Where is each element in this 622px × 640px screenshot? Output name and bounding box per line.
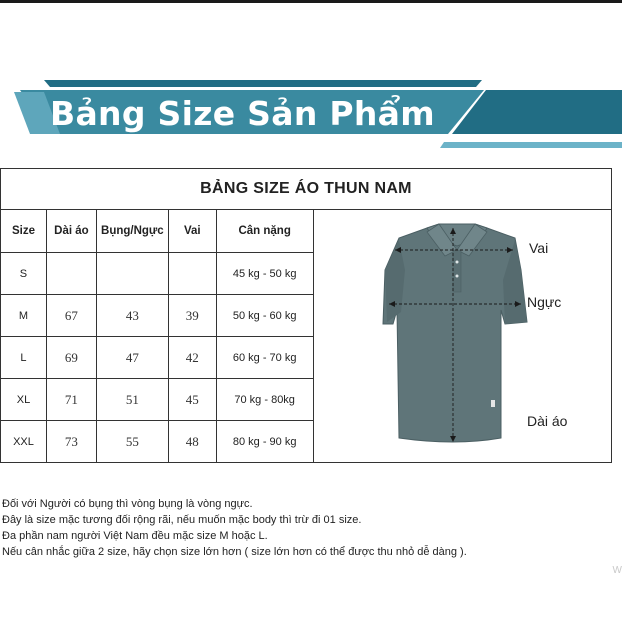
cell-weight: 80 kg - 90 kg bbox=[216, 421, 313, 463]
cell-shoulder: 39 bbox=[168, 295, 216, 337]
cell-chest: 43 bbox=[96, 295, 168, 337]
header-chest: Bụng/Ngực bbox=[96, 210, 168, 253]
note-item: Nếu cân nhắc giữa 2 size, hãy chọn size lớn hơn ( size lớn hơn có thể được thu nhỏ dễ dàng ). bbox=[2, 546, 467, 558]
cell-weight: 70 kg - 80kg bbox=[216, 379, 313, 421]
note-item: Đối với Người có bụng thì vòng bụng là vòng ngực. bbox=[2, 498, 253, 510]
chest-label: Ngực bbox=[527, 294, 562, 310]
size-chart bbox=[0, 168, 612, 462]
cell-shoulder bbox=[168, 253, 216, 295]
table-caption: BẢNG SIZE ÁO THUN NAM bbox=[1, 169, 612, 210]
cell-length: 73 bbox=[46, 421, 96, 463]
cell-size: XXL bbox=[1, 421, 47, 463]
header-length: Dài áo bbox=[46, 210, 96, 253]
note-item: Đa phần nam người Việt Nam đều mặc size M hoặc L. bbox=[2, 530, 268, 542]
note-item: Đây là size mặc tương đối rộng rãi, nếu muốn mặc body thì trừ đi 01 size. bbox=[2, 514, 362, 526]
cell-shoulder: 45 bbox=[168, 379, 216, 421]
cell-size: XL bbox=[1, 379, 47, 421]
cell-size: L bbox=[1, 337, 47, 379]
cell-chest bbox=[96, 253, 168, 295]
cell-size: M bbox=[1, 295, 47, 337]
title-banner bbox=[0, 76, 622, 156]
cell-chest: 51 bbox=[96, 379, 168, 421]
cell-chest: 47 bbox=[96, 337, 168, 379]
header-shoulder: Vai bbox=[168, 210, 216, 253]
cell-chest: 55 bbox=[96, 421, 168, 463]
header-size: Size bbox=[1, 210, 47, 253]
cell-weight: 60 kg - 70 kg bbox=[216, 337, 313, 379]
length-label: Dài áo bbox=[527, 413, 568, 429]
cell-shoulder: 48 bbox=[168, 421, 216, 463]
watermark-fragment: W bbox=[612, 565, 622, 576]
shirt-diagram bbox=[315, 210, 612, 462]
cell-length: 69 bbox=[46, 337, 96, 379]
header-weight: Cân nặng bbox=[216, 210, 313, 253]
cell-size: S bbox=[1, 253, 47, 295]
cell-length: 67 bbox=[46, 295, 96, 337]
size-notes bbox=[2, 496, 602, 560]
cell-length bbox=[46, 253, 96, 295]
cell-shoulder: 42 bbox=[168, 337, 216, 379]
banner-title: Bảng Size Sản Phẩm bbox=[50, 94, 435, 133]
cell-weight: 45 kg - 50 kg bbox=[216, 253, 313, 295]
cell-weight: 50 kg - 60 kg bbox=[216, 295, 313, 337]
top-border-line bbox=[0, 0, 622, 3]
shoulder-label: Vai bbox=[529, 240, 549, 256]
cell-length: 71 bbox=[46, 379, 96, 421]
